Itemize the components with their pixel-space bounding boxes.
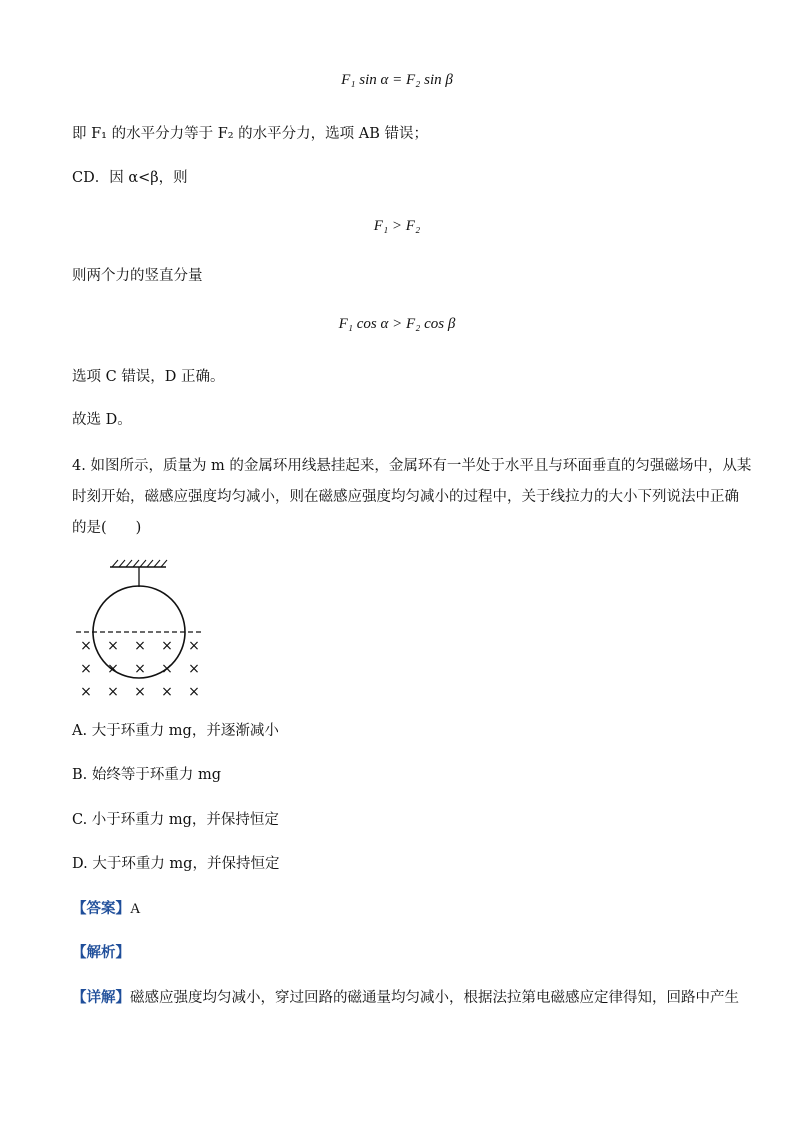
field-mark: × bbox=[107, 638, 119, 654]
text-line-2: CD．因 α<β，则 bbox=[72, 170, 188, 186]
field-mark: × bbox=[80, 638, 92, 654]
equation-2: F₁ > F₂ bbox=[373, 218, 421, 234]
option-b: B. 始终等于环重力 mg bbox=[72, 767, 222, 783]
equation-3: F₁ cos α > F₂ cos β bbox=[338, 316, 456, 332]
field-mark: × bbox=[188, 661, 200, 677]
field-mark: × bbox=[161, 661, 173, 677]
field-mark: × bbox=[161, 638, 173, 654]
text-line-1: 即 F₁ 的水平分力等于 F₂ 的水平分力，选项 AB 错误； bbox=[72, 126, 429, 142]
field-mark: × bbox=[188, 638, 200, 654]
analysis-tag: 【解析】 bbox=[72, 944, 130, 961]
field-mark: × bbox=[80, 684, 92, 700]
field-mark: × bbox=[80, 661, 92, 677]
answer-line bbox=[72, 899, 140, 919]
ceiling-hatch bbox=[112, 560, 167, 567]
detail-text: 磁感应强度均匀减小，穿过回路的磁通量均匀减小，根据法拉第电磁感应定律得知，回路中产生 bbox=[130, 990, 739, 1006]
hanging-ring-figure bbox=[72, 556, 212, 706]
option-a: A. 大于环重力 mg，并逐渐减小 bbox=[72, 723, 279, 739]
question-line-1: 4. 如图所示，质量为 m 的金属环用线悬挂起来，金属环有一半处于水平且与环面垂直的匀强磁场中，从某 bbox=[72, 458, 752, 474]
text-line-5: 故选 D。 bbox=[72, 412, 132, 428]
field-mark: × bbox=[161, 684, 173, 700]
equation-1: F₁ sin α = F₂ sin β bbox=[341, 72, 453, 88]
text-line-4: 选项 C 错误，D 正确。 bbox=[72, 369, 225, 385]
field-mark: × bbox=[107, 661, 119, 677]
field-mark: × bbox=[134, 684, 146, 700]
option-d: D. 大于环重力 mg，并保持恒定 bbox=[72, 856, 280, 872]
field-mark: × bbox=[134, 638, 146, 654]
field-mark: × bbox=[107, 684, 119, 700]
field-mark: × bbox=[134, 661, 146, 677]
answer-value: A bbox=[130, 901, 141, 917]
text-line-3: 则两个力的竖直分量 bbox=[72, 268, 203, 284]
answer-tag: 【答案】 bbox=[72, 900, 130, 917]
analysis-line bbox=[72, 943, 130, 963]
question-line-2: 时刻开始，磁感应强度均匀减小，则在磁感应强度均匀减小的过程中，关于线拉力的大小下列说法中正确 bbox=[72, 489, 739, 505]
detail-line bbox=[72, 988, 739, 1008]
option-c: C. 小于环重力 mg，并保持恒定 bbox=[72, 812, 279, 828]
field-mark: × bbox=[188, 684, 200, 700]
detail-tag: 【详解】 bbox=[72, 989, 130, 1006]
question-line-3: 的是( ) bbox=[72, 520, 142, 536]
